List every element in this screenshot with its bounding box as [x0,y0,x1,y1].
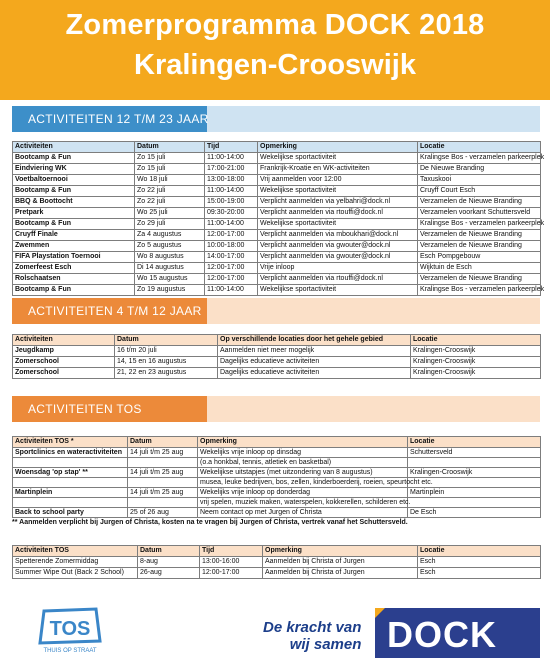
table-cell: Esch [418,557,541,568]
table-cell: Bootcamp & Fun [13,186,135,197]
title-banner [0,0,550,100]
column-header: Activiteiten [13,142,135,153]
table-cell: Verplicht aanmelden via rtouffi@dock.nl [258,208,418,219]
table-cell: Zwemmen [13,241,135,252]
table-cell: Schuttersveld [408,448,541,458]
table-cell: Bootcamp & Fun [13,153,135,164]
table-cell: Taxuskooi [418,175,541,186]
table-cell: 8-aug [138,557,200,568]
table-row [13,219,541,230]
table-row [13,241,541,252]
table-header-row [13,546,541,557]
table-row [13,557,541,568]
table-cell: Wekelijkse uitstapjes (met uitzondering van 8 augustus) [198,468,408,478]
column-header: Locatie [408,437,541,448]
table-cell: 11:00-14:00 [205,153,258,164]
table-cell: Neem contact op met Jurgen of Christa [198,508,408,518]
table-row [13,357,541,368]
table-cell: Di 14 augustus [135,263,205,274]
table-cell: Zo 22 juli [135,186,205,197]
table-cell: Sportclinics en wateractiviteiten [13,448,128,458]
table-cell: Zo 19 augustus [135,285,205,296]
table-cell: vrij spelen, muziek maken, waterspelen, kokkerellen, schilderen etc. [198,498,408,508]
table-cell: Vrij aanmelden voor 12:00 [258,175,418,186]
table-cell: Wo 18 juli [135,175,205,186]
table-cell: Verzamelen voorkant Schuttersveld [418,208,541,219]
table-cell: Dagelijks educatieve activiteiten [218,368,411,379]
table-cell: Verzamelen de Nieuwe Branding [418,230,541,241]
table-row [13,263,541,274]
column-header: Locatie [411,335,541,346]
svg-text:THUIS OP STRAAT: THUIS OP STRAAT [43,648,97,654]
column-header: Activiteiten [13,335,115,346]
table-cell: 11:00-14:00 [205,285,258,296]
table-cell: 13:00-18:00 [205,175,258,186]
table-cell: 12:00-17:00 [205,230,258,241]
column-header: Activiteiten TOS * [13,437,128,448]
table-cell: 26-aug [138,568,200,579]
activities-table-12-23 [12,141,545,296]
table-cell: 25 of 26 aug [128,508,198,518]
table-cell: Verplicht aanmelden via gwouter@dock.nl [258,252,418,263]
table-cell: Verplicht aanmelden via yelbahri@dock.nl [258,197,418,208]
table-cell: Zomerfeest Esch [13,263,135,274]
table-cell: 11:00-14:00 [205,219,258,230]
table-row [13,498,541,508]
table-cell: Kralingse Bos - verzamelen parkeerplek [418,219,541,230]
table-row [13,153,541,164]
column-header: Activiteiten TOS [13,546,138,557]
section-header-12-23 [12,106,540,132]
table-cell: Kralingen-Crooswijk [411,346,541,357]
column-header: Opmerking [198,437,408,448]
page-subtitle: Kralingen-Crooswijk [134,49,416,81]
column-header: Tijd [200,546,263,557]
column-header: Datum [128,437,198,448]
table-cell: (o.a honkbal, tennis, atletiek en basketbal) [198,458,408,468]
table-cell: 12:00-17:00 [200,568,263,579]
table-row [13,488,541,498]
table-cell: Wekelijks vrije inloop op donderdag [198,488,408,498]
table-cell: 14:00-17:00 [205,252,258,263]
table-cell [408,498,541,508]
section-title: ACTIVITEITEN TOS [28,402,142,416]
table-cell: Kralingen-Crooswijk [408,468,541,478]
table-cell: BBQ & Boottocht [13,197,135,208]
table-cell: Jeugdkamp [13,346,115,357]
table-cell: Wijktuin de Esch [418,263,541,274]
table-row [13,458,541,468]
table-cell: De Nieuwe Branding [418,164,541,175]
table-row [13,368,541,379]
table-cell: Summer Wipe Out (Back 2 School) [13,568,138,579]
table-cell: Esch [418,568,541,579]
table-cell: Bootcamp & Fun [13,219,135,230]
table-row [13,468,541,478]
table-cell: Voetbaltoernooi [13,175,135,186]
table-row [13,186,541,197]
table-cell: 14 juli t/m 25 aug [128,468,198,478]
table-cell: Dagelijks educatieve activiteiten [218,357,411,368]
table-cell: Wekelijkse sportactiviteit [258,285,418,296]
table-cell: Wo 8 augustus [135,252,205,263]
column-header: Tijd [205,142,258,153]
table-cell: 10:00-18:00 [205,241,258,252]
table-header-row [13,335,541,346]
table-row [13,568,541,579]
table-cell: Kralingse Bos - verzamelen parkeerplek [418,153,541,164]
column-header: Opmerking [258,142,418,153]
section-title: ACTIVITEITEN 4 T/M 12 JAAR [28,304,202,318]
table-cell: 15:00-19:00 [205,197,258,208]
table-cell: Za 4 augustus [135,230,205,241]
table-cell: 14 juli t/m 25 aug [128,488,198,498]
table-cell: Kralingen-Crooswijk [411,357,541,368]
table-cell: Martinplein [408,488,541,498]
section-header-4-12 [12,298,540,324]
table-cell: 12:00-17:00 [205,274,258,285]
table-cell [128,458,198,468]
table-cell: Aanmelden bij Christa of Jurgen [263,568,418,579]
table-cell: Bootcamp & Fun [13,285,135,296]
table-header-row [13,142,541,153]
table-cell: Wekelijkse sportactiviteit [258,219,418,230]
table-cell: Zomerschool [13,368,115,379]
column-header: Opmerking [263,546,418,557]
table-cell: Rolschaatsen [13,274,135,285]
table-cell: Wekelijkse sportactiviteit [258,153,418,164]
column-header: Op verschillende locaties door het gehele gebied [218,335,411,346]
table-cell: Wo 15 augustus [135,274,205,285]
table-cell: 13:00-16:00 [200,557,263,568]
section-title: ACTIVITEITEN 12 T/M 23 JAAR [28,112,209,126]
dock-logo: DOCK [375,608,540,658]
page-title: Zomerprogramma DOCK 2018 [65,9,485,41]
table-cell: 14 juli t/m 25 aug [128,448,198,458]
table-cell: 12:00-17:00 [205,263,258,274]
activities-table-4-12 [12,334,541,379]
table-cell [13,478,128,488]
table-row [13,197,541,208]
table-cell: Verzamelen de Nieuwe Branding [418,241,541,252]
table-cell: Verzamelen de Nieuwe Branding [418,274,541,285]
table-cell [13,458,128,468]
table-cell: Pretpark [13,208,135,219]
table-row [13,508,541,518]
table-row [13,285,541,296]
table-cell: 16 t/m 20 juli [115,346,218,357]
column-header: Locatie [418,142,541,153]
table-cell: Frankrijk-Kroatie en WK-activiteiten [258,164,418,175]
table-row [13,208,541,219]
table-cell: Esch Pompgebouw [418,252,541,263]
table-cell: FIFA Playstation Toernooi [13,252,135,263]
table-cell [128,498,198,508]
footnote: ** Aanmelden verplicht bij Jurgen of Christa, kosten na te vragen bij Jurgen of Christa, vertrek vanaf het Schuttersveld. [12,519,408,526]
table-cell: Martinplein [13,488,128,498]
table-cell: musea, leuke bedrijven, bos, zellen, kinderboerderij, roeien, speurtocht etc. [198,478,408,488]
table-cell: Verzamelen de Nieuwe Branding [418,197,541,208]
table-row [13,448,541,458]
table-row [13,175,541,186]
table-cell [408,458,541,468]
table-cell: Verplicht aanmelden via rtouffi@dock.nl [258,274,418,285]
table-cell: Aanmelden niet meer mogelijk [218,346,411,357]
table-cell: Aanmelden bij Christa of Jurgen [263,557,418,568]
activities-table-tos [12,436,541,518]
table-row [13,252,541,263]
table-row [13,230,541,241]
svg-text:TOS: TOS [49,618,91,640]
table-cell: Cruyff Court Esch [418,186,541,197]
table-cell: 14, 15 en 16 augustus [115,357,218,368]
table-cell: Wekelijks vrije inloop op dinsdag [198,448,408,458]
table-cell: 17:00-21:00 [205,164,258,175]
table-cell: Back to school party [13,508,128,518]
column-header: Locatie [418,546,541,557]
table-cell: Vrije inloop [258,263,418,274]
table-cell: Cruyff Finale [13,230,135,241]
table-cell: Zo 22 juli [135,197,205,208]
slogan: De kracht van wij samen [263,619,362,653]
table-cell: Spetterende Zomermiddag [13,557,138,568]
table-cell: Zo 5 augustus [135,241,205,252]
table-cell: Eindviering WK [13,164,135,175]
table-cell: Woensdag 'op stap' ** [13,468,128,478]
table-cell: 21, 22 en 23 augustus [115,368,218,379]
column-header: Datum [115,335,218,346]
table-header-row [13,437,541,448]
table-cell: 11:00-14:00 [205,186,258,197]
table-row [13,346,541,357]
table-cell: Zo 15 juli [135,164,205,175]
table-cell: 09:30-20:00 [205,208,258,219]
table-cell: Zo 15 juli [135,153,205,164]
table-cell: Wekelijkse sportactiviteit [258,186,418,197]
section-header-tos [12,396,540,422]
table-cell: Verplicht aanmelden via mboukhari@dock.nl [258,230,418,241]
table-cell: Verplicht aanmelden via gwouter@dock.nl [258,241,418,252]
table-cell: Zo 29 juli [135,219,205,230]
table-row [13,478,541,488]
activities-table-tos-extra [12,545,541,579]
table-cell: De Esch [408,508,541,518]
table-cell: Zomerschool [13,357,115,368]
table-cell [128,478,198,488]
table-cell: Kralingse Bos - verzamelen parkeerplek [418,285,541,296]
column-header: Datum [135,142,205,153]
tos-logo [30,607,106,655]
table-row [13,274,541,285]
table-cell: Kralingen-Crooswijk [411,368,541,379]
column-header: Datum [138,546,200,557]
table-row [13,164,541,175]
table-cell: Wo 25 juli [135,208,205,219]
table-cell [13,498,128,508]
